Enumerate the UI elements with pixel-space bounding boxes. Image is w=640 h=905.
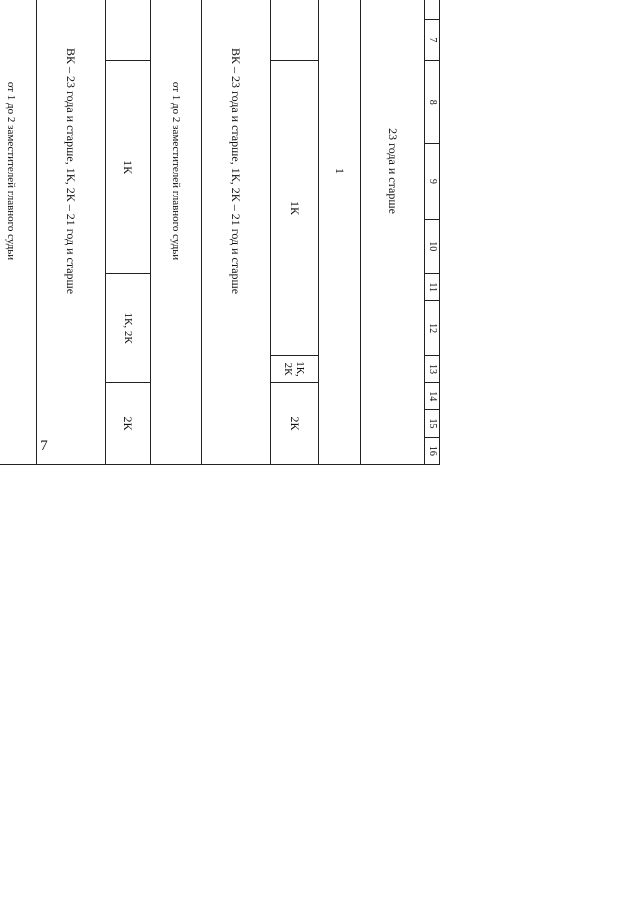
col-7: 7 [425,19,440,61]
age-value: 23 года и старше [361,0,425,465]
judges-table [0,0,440,465]
col-14: 14 [425,383,440,410]
count-value: 1 [318,0,361,465]
col-15: 15 [425,410,440,437]
count-value: от 1 до 2 заместителей главного судьи [150,0,201,465]
table-row [36,0,105,465]
col-10: 10 [425,219,440,274]
age-value: ВК – 23 года и старше, 1К, 2К – 21 год и старше [36,0,105,465]
table-row [318,0,361,465]
column-number-row [425,0,440,465]
rotated-table-sheet [0,0,440,465]
col-11: 11 [425,274,440,301]
page-number: 7 [40,438,48,454]
category-d: 2К [270,383,318,465]
category-a [105,0,150,61]
table-row [201,0,270,465]
count-value: от 1 до 2 заместителей главного судьи [0,0,36,465]
table-row [270,0,318,465]
col-9: 9 [425,144,440,219]
age-value: ВК – 23 года и старше, 1К, 2К – 21 год и старше [201,0,270,465]
category-b: 1К [105,61,150,274]
table-row [150,0,201,465]
table-row [105,0,150,465]
category-a [270,0,318,61]
category-c: 1К, 2К [270,355,318,382]
category-d: 2К [105,383,150,465]
col-8: 8 [425,61,440,144]
category-c: 1К, 2К [105,274,150,383]
col-6 [425,0,440,19]
col-16: 16 [425,437,440,464]
col-12: 12 [425,301,440,356]
category-b: 1К [270,61,318,356]
table-row [0,0,36,465]
table-row [361,0,425,465]
col-13: 13 [425,355,440,382]
